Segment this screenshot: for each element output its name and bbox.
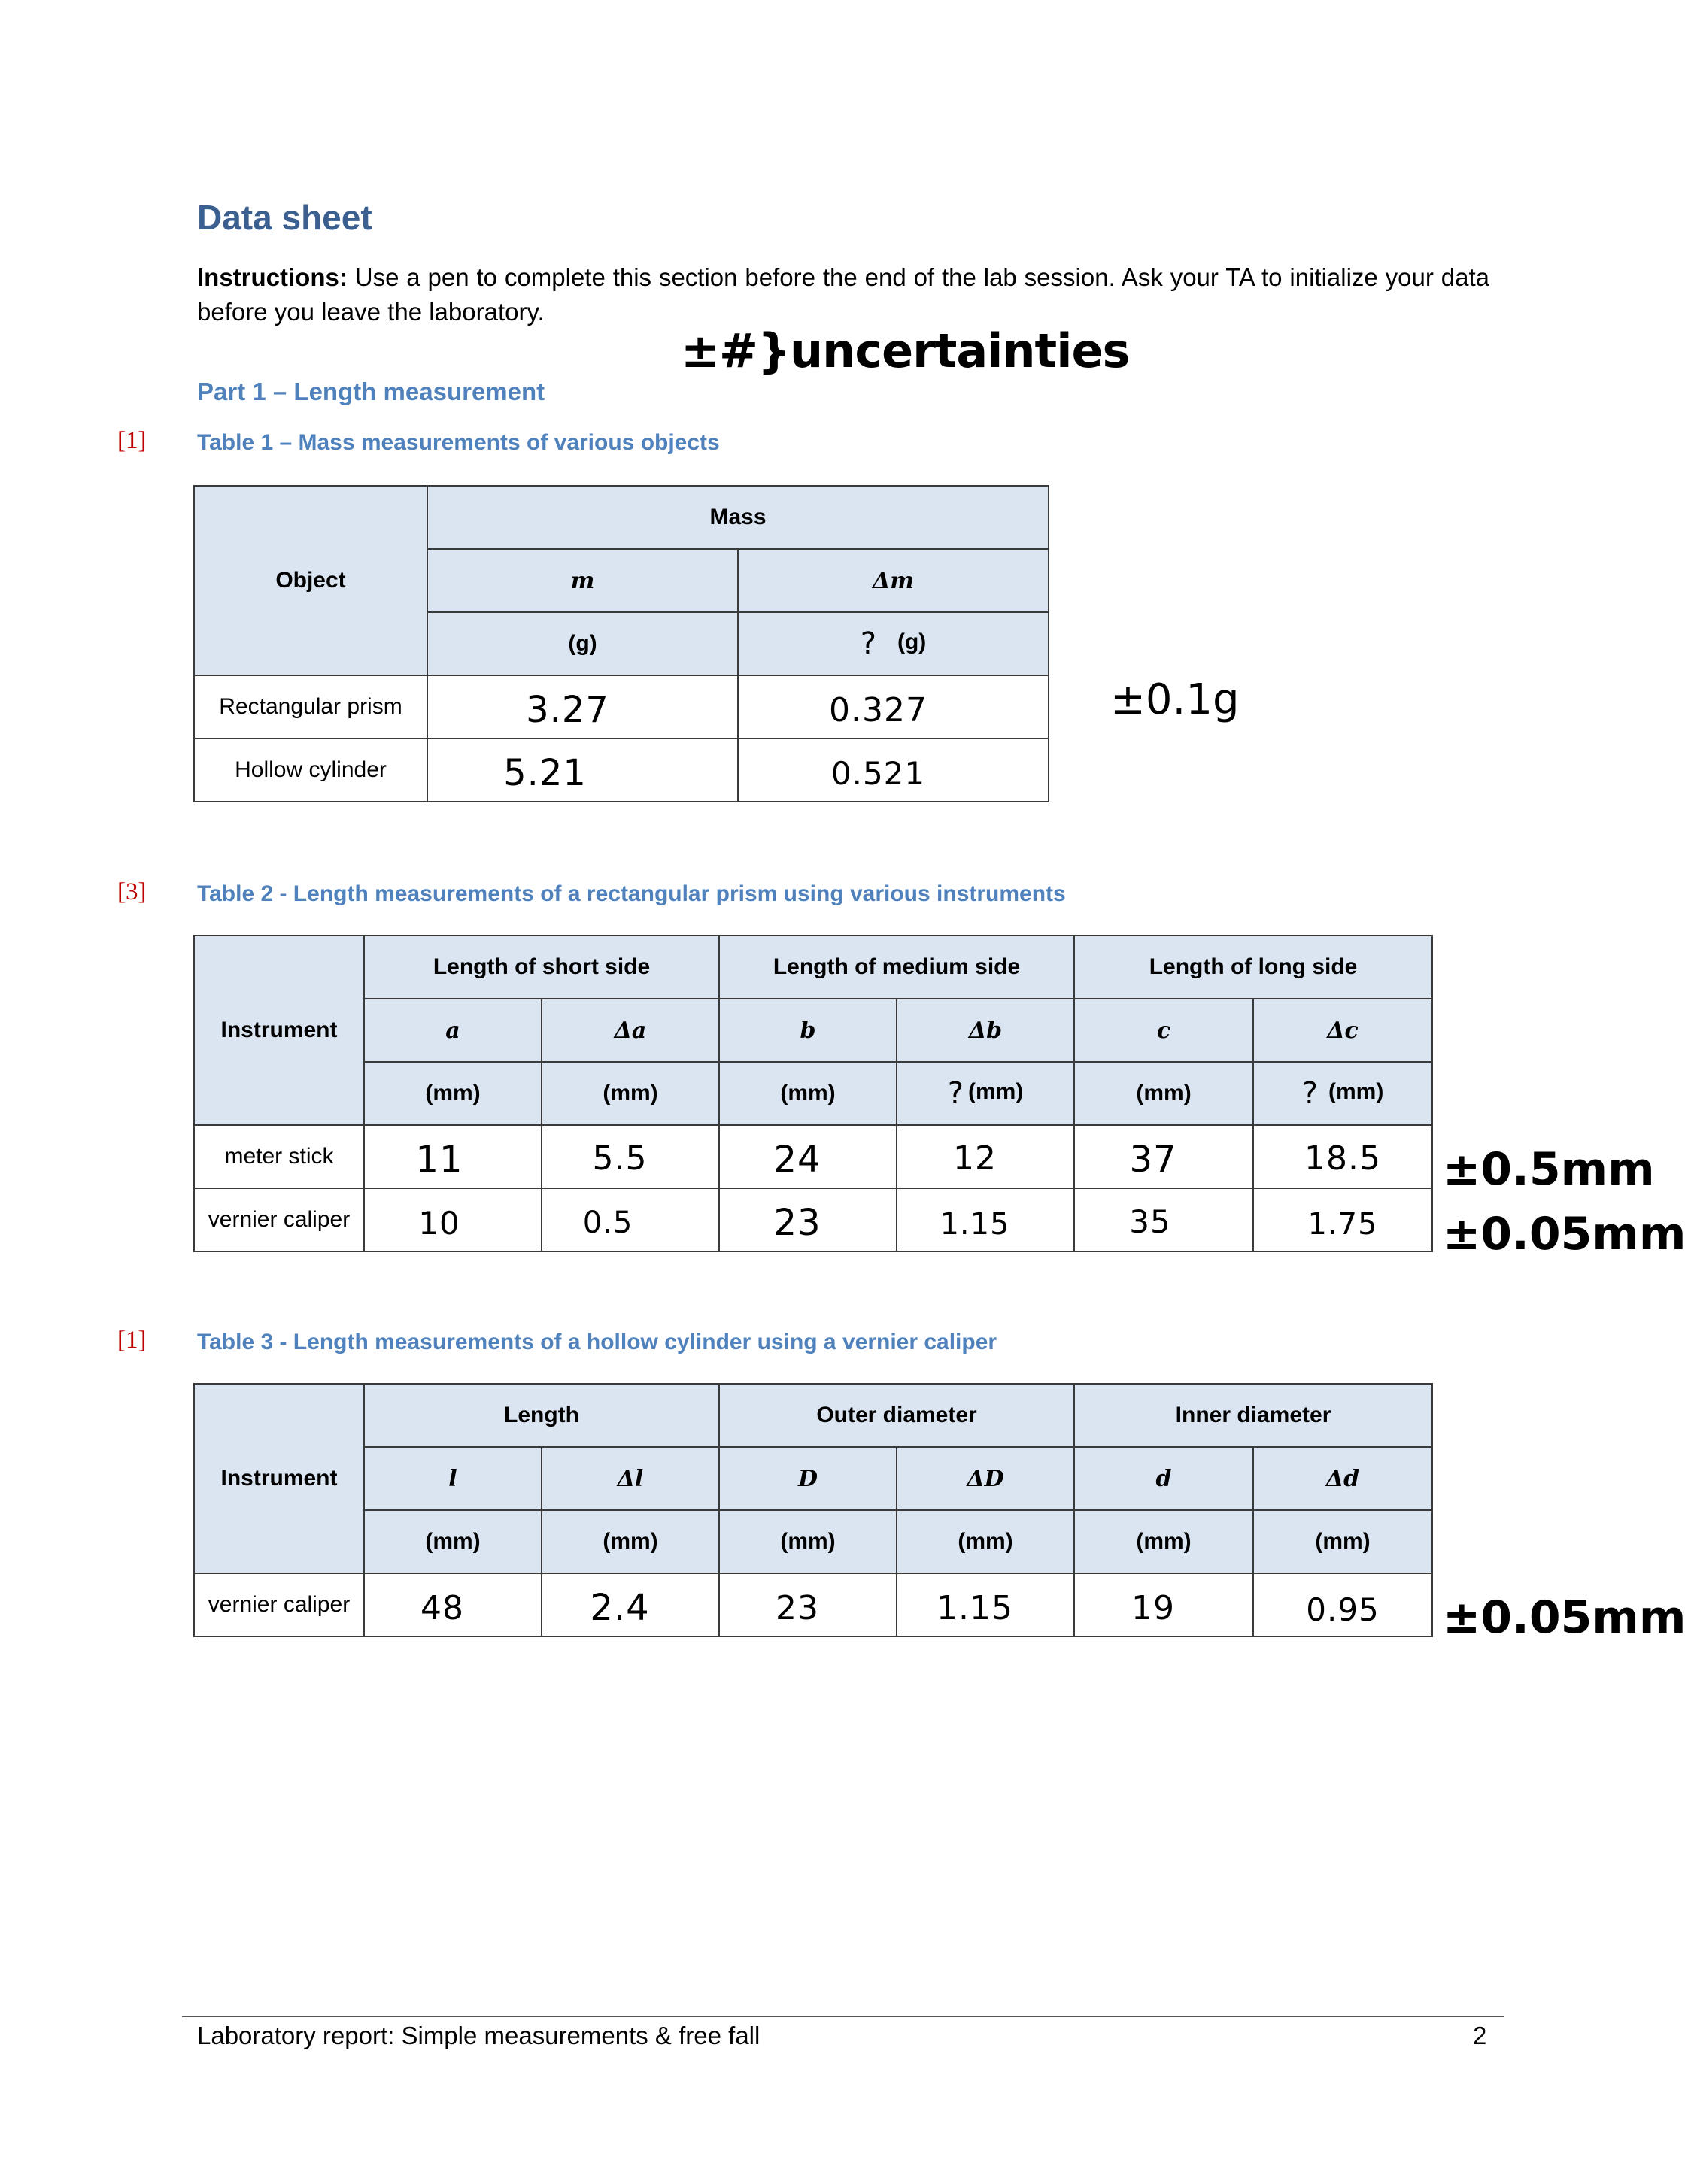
handwritten-uncertainties-note: ±#}uncertainties (681, 323, 1130, 378)
table3-value-cell (542, 1573, 719, 1636)
handwritten-value: 5.21 (503, 752, 587, 794)
table2-value-cell (897, 1188, 1074, 1251)
table1-header-mass: Mass (427, 486, 1049, 549)
table3-unit: (mm) (542, 1510, 719, 1573)
handwritten-value: 18.5 (1304, 1139, 1382, 1178)
table1 (193, 485, 1049, 802)
table2-value-cell (719, 1125, 897, 1188)
table2-instrument-cell: meter stick (194, 1125, 364, 1188)
table3-header-inner-diameter: Inner diameter (1074, 1384, 1432, 1447)
table3-unit: (mm) (1253, 1510, 1432, 1573)
table1-mark: [1] (117, 427, 147, 454)
table2-unit: ? (mm) (1253, 1062, 1432, 1125)
table2-header-medium-side: Length of medium side (719, 936, 1074, 999)
table1-caption: Table 1 – Mass measurements of various objects (197, 430, 720, 455)
table-row (194, 1188, 1432, 1251)
handwritten-value: 12 (953, 1139, 997, 1178)
table3-var-d: d (1074, 1447, 1253, 1510)
table1-object-cell: Rectangular prism (194, 675, 427, 739)
table2-var-a: a (364, 999, 542, 1062)
table2-unit: (mm) (364, 1062, 542, 1125)
table2-row1-side-note: ±0.5mm (1443, 1143, 1655, 1196)
table2-value-cell (542, 1188, 719, 1251)
table2-unit: (mm) (1074, 1062, 1253, 1125)
table1-uncert-cell (738, 675, 1049, 739)
handwritten-value: 48 (420, 1588, 464, 1627)
table2-question-mark: ? (947, 1076, 964, 1111)
handwritten-value: 37 (1129, 1139, 1177, 1181)
table2-header-instrument: Instrument (194, 936, 364, 1125)
handwritten-value: 23 (773, 1202, 821, 1244)
table2-var-db: Δb (897, 999, 1074, 1062)
table1-unit-m: (g) (427, 612, 738, 675)
table2-row2-side-note: ±0.05mm (1443, 1208, 1686, 1260)
table2-unit: (mm) (542, 1062, 719, 1125)
table2-value-cell (364, 1125, 542, 1188)
handwritten-value: 1.15 (940, 1207, 1010, 1242)
table2-header-long-side: Length of long side (1074, 936, 1432, 999)
table2-value-cell (719, 1188, 897, 1251)
table2-header-short-side: Length of short side (364, 936, 719, 999)
table3-header-instrument: Instrument (194, 1384, 364, 1573)
table3-var-dd: Δd (1253, 1447, 1432, 1510)
table3-value-cell (1253, 1573, 1432, 1636)
table-row (194, 1573, 1432, 1636)
table2-value-cell (364, 1188, 542, 1251)
handwritten-value: 1.15 (937, 1588, 1013, 1627)
footer-divider (182, 2016, 1504, 2017)
handwritten-value: 2.4 (590, 1587, 650, 1629)
table3-value-cell (1074, 1573, 1253, 1636)
handwritten-value: 0.5 (582, 1206, 633, 1240)
table3-unit: (mm) (1074, 1510, 1253, 1573)
instructions (197, 260, 1489, 329)
table3-value-cell (364, 1573, 542, 1636)
table2-value-cell (1253, 1188, 1432, 1251)
handwritten-value: 19 (1131, 1588, 1176, 1627)
table1-unit-dm (738, 612, 1049, 675)
table3-var-dD: ΔD (897, 1447, 1074, 1510)
table3-unit: (mm) (719, 1510, 897, 1573)
table3-mark: [1] (117, 1327, 147, 1354)
table1-value-cell (427, 739, 738, 802)
table1-uncert-cell (738, 739, 1049, 802)
handwritten-value: 0.95 (1306, 1591, 1380, 1628)
table2-unit: ? (mm) (897, 1062, 1074, 1125)
table3-unit: (mm) (364, 1510, 542, 1573)
handwritten-value: 24 (773, 1139, 821, 1181)
table2-caption: Table 2 - Length measurements of a rectangular prism using various instruments (197, 881, 1066, 906)
handwritten-value: 3.27 (526, 689, 609, 731)
handwritten-value: 35 (1129, 1203, 1171, 1240)
table3-var-dl: Δl (542, 1447, 719, 1510)
table1-question-mark: ? (860, 626, 876, 661)
table3-unit: (mm) (897, 1510, 1074, 1573)
table1-value-cell (427, 675, 738, 739)
handwritten-value: 10 (418, 1204, 460, 1242)
table2-value-cell (1074, 1125, 1253, 1188)
table2-value-cell (542, 1125, 719, 1188)
handwritten-value: 1.75 (1307, 1207, 1378, 1242)
instructions-text: Use a pen to complete this section before the end of the lab session. Ask your TA to initialize your data before you leave the laboratory. (197, 263, 1489, 326)
table1-header-object: Object (194, 486, 427, 675)
table2-instrument-cell: vernier caliper (194, 1188, 364, 1251)
table1-var-m: m (427, 549, 738, 612)
handwritten-value: 5.5 (592, 1139, 648, 1178)
table3-instrument-cell: vernier caliper (194, 1573, 364, 1636)
instructions-label: Instructions: (197, 263, 348, 291)
table2-mark: [3] (117, 878, 147, 905)
page-number: 2 (1473, 2022, 1487, 2049)
handwritten-value: 0.521 (830, 754, 926, 792)
table2-question-mark: ? (1301, 1076, 1318, 1111)
table2-value-cell (897, 1125, 1074, 1188)
table2-var-dc: Δc (1253, 999, 1432, 1062)
footer-title: Laboratory report: Simple measurements & free fall (197, 2022, 761, 2049)
handwritten-value: 23 (776, 1588, 820, 1627)
table-row (194, 675, 1049, 739)
table-row (194, 1125, 1432, 1188)
table2-unit: (mm) (719, 1062, 897, 1125)
table2-var-c: c (1074, 999, 1253, 1062)
table1-var-dm: Δm (738, 549, 1049, 612)
page-title: Data sheet (197, 198, 372, 237)
table3-var-D: D (719, 1447, 897, 1510)
table1-unit-dm-text: (g) (897, 629, 927, 654)
table3-value-cell (719, 1573, 897, 1636)
table3 (193, 1383, 1433, 1637)
table3-value-cell (897, 1573, 1074, 1636)
table-row (194, 739, 1049, 802)
table3-side-note: ±0.05mm (1443, 1591, 1686, 1644)
table2-value-cell (1074, 1188, 1253, 1251)
table3-header-length: Length (364, 1384, 719, 1447)
table3-caption: Table 3 - Length measurements of a hollow cylinder using a vernier caliper (197, 1330, 997, 1354)
table2-var-b: b (719, 999, 897, 1062)
table3-header-outer-diameter: Outer diameter (719, 1384, 1074, 1447)
handwritten-value: 11 (415, 1139, 463, 1181)
table1-side-note: ±0.1g (1110, 675, 1240, 724)
table2-value-cell (1253, 1125, 1432, 1188)
table3-var-l: l (364, 1447, 542, 1510)
part1-heading: Part 1 – Length measurement (197, 378, 545, 405)
table1-object-cell: Hollow cylinder (194, 739, 427, 802)
handwritten-value: 0.327 (829, 690, 927, 730)
table2 (193, 935, 1433, 1252)
table2-var-da: Δa (542, 999, 719, 1062)
